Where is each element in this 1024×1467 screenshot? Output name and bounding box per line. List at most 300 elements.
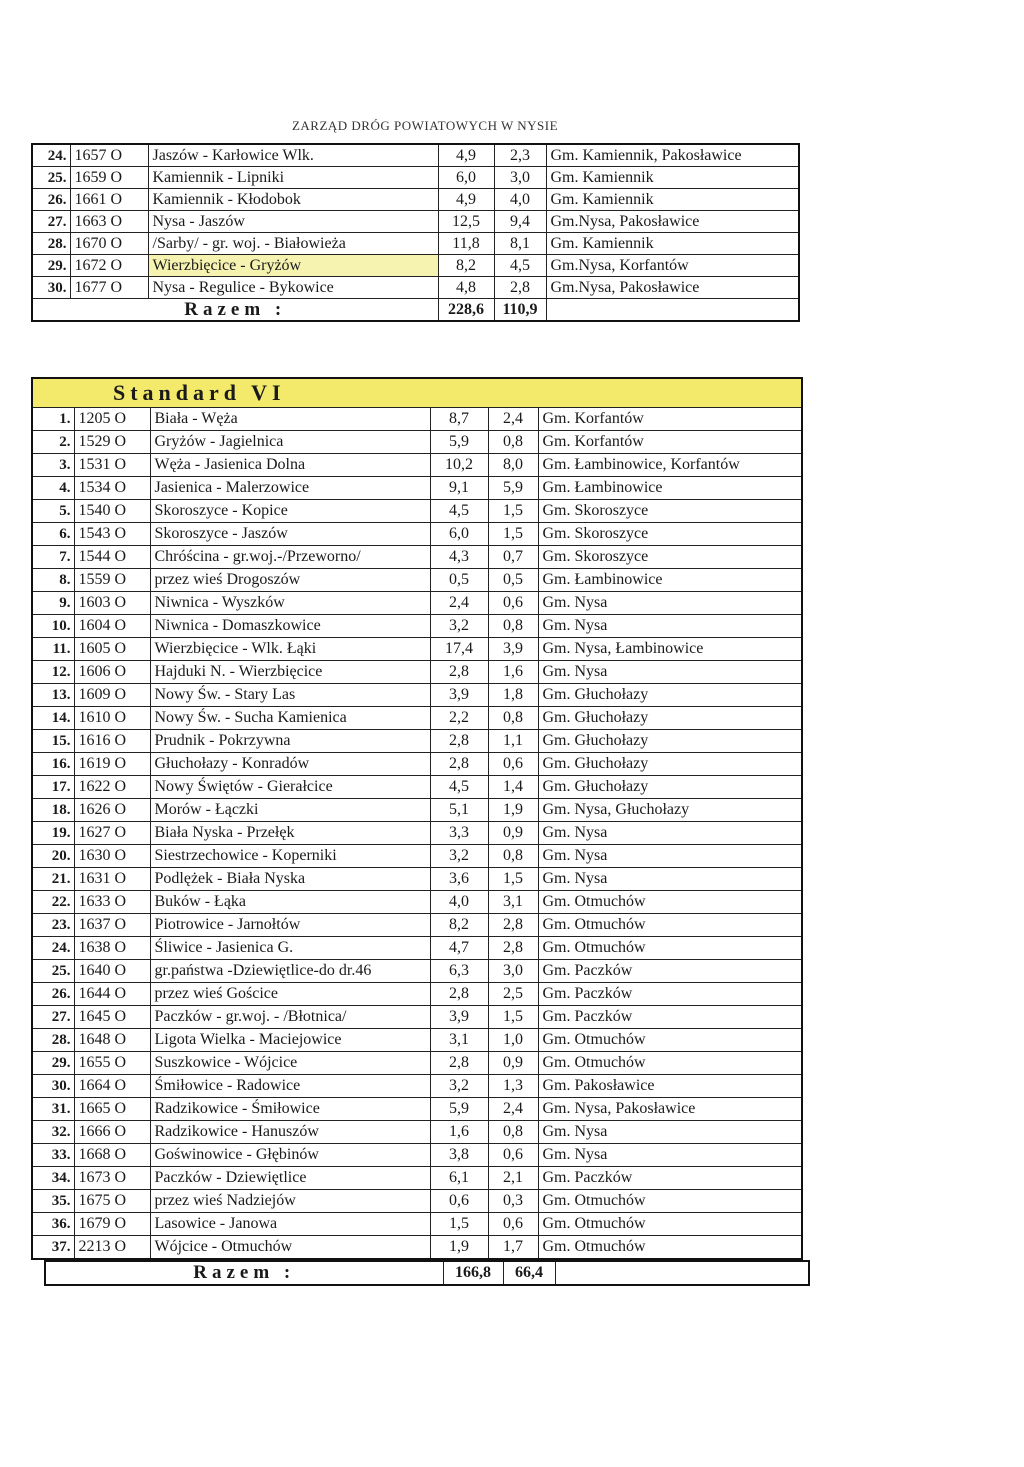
road-second-value: 4,5 (494, 255, 546, 277)
row-number: 28. (32, 1029, 74, 1052)
road-code: 1604 O (74, 615, 150, 638)
road-name: Radzikowice - Śmiłowice (150, 1098, 430, 1121)
road-name: Skoroszyce - Kopice (150, 500, 430, 523)
table-row (32, 1236, 802, 1260)
municipality: Gm. Głuchołazy (538, 753, 802, 776)
table-row (32, 1006, 802, 1029)
table-row (32, 523, 802, 546)
roads-table-standard-vi (31, 377, 803, 1260)
road-length: 3,6 (430, 868, 488, 891)
row-number: 37. (32, 1236, 74, 1260)
road-code: 1631 O (74, 868, 150, 891)
table-row (32, 1121, 802, 1144)
road-name: przez wieś Gościce (150, 983, 430, 1006)
road-name: Nowy Św. - Sucha Kamienica (150, 707, 430, 730)
road-length: 3,3 (430, 822, 488, 845)
road-second-value: 1,6 (488, 661, 538, 684)
municipality: Gm. Otmuchów (538, 1052, 802, 1075)
municipality: Gm.Nysa, Korfantów (546, 255, 799, 277)
row-number: 1. (32, 408, 74, 431)
road-code: 1616 O (74, 730, 150, 753)
table-row (32, 845, 802, 868)
standard-header-row (32, 378, 802, 408)
road-length: 0,6 (430, 1190, 488, 1213)
road-code: 1679 O (74, 1213, 150, 1236)
municipality: Gm. Nysa (538, 1121, 802, 1144)
row-number: 32. (32, 1121, 74, 1144)
road-code: 1666 O (74, 1121, 150, 1144)
table-row (32, 1213, 802, 1236)
road-name: gr.państwa -Dziewiętlice-do dr.46 (150, 960, 430, 983)
municipality: Gm. Paczków (538, 1167, 802, 1190)
row-number: 13. (32, 684, 74, 707)
table-row (32, 960, 802, 983)
road-second-value: 8,1 (494, 233, 546, 255)
road-code: 1659 O (70, 167, 148, 189)
road-second-value: 0,7 (488, 546, 538, 569)
road-code: 1668 O (74, 1144, 150, 1167)
total-second: 110,9 (494, 299, 546, 322)
roads-table-top (31, 143, 800, 322)
road-length: 12,5 (438, 211, 494, 233)
road-name: Biała Nyska - Przełęk (150, 822, 430, 845)
row-number: 28. (32, 233, 70, 255)
table-row (32, 1167, 802, 1190)
municipality: Gm. Łambinowice (538, 477, 802, 500)
row-number: 5. (32, 500, 74, 523)
road-second-value: 0,8 (488, 707, 538, 730)
road-code: 1609 O (74, 684, 150, 707)
municipality: Gm. Paczków (538, 960, 802, 983)
row-number: 21. (32, 868, 74, 891)
row-number: 34. (32, 1167, 74, 1190)
standard-title: Standard VI (32, 378, 802, 408)
road-second-value: 0,6 (488, 1213, 538, 1236)
road-name: Morów - Łączki (150, 799, 430, 822)
road-code: 1672 O (70, 255, 148, 277)
row-number: 35. (32, 1190, 74, 1213)
road-length: 4,0 (430, 891, 488, 914)
municipality: Gm. Kamiennik (546, 233, 799, 255)
row-number: 26. (32, 189, 70, 211)
municipality: Gm. Nysa (538, 1144, 802, 1167)
road-second-value: 1,0 (488, 1029, 538, 1052)
table-row (32, 799, 802, 822)
municipality: Gm. Głuchołazy (538, 707, 802, 730)
row-number: 31. (32, 1098, 74, 1121)
road-length: 11,8 (438, 233, 494, 255)
row-number: 14. (32, 707, 74, 730)
row-number: 4. (32, 477, 74, 500)
table-row (32, 707, 802, 730)
municipality: Gm. Korfantów (538, 431, 802, 454)
road-code: 1559 O (74, 569, 150, 592)
municipality: Gm. Otmuchów (538, 1236, 802, 1260)
road-name: Głuchołazy - Konradów (150, 753, 430, 776)
road-second-value: 0,8 (488, 615, 538, 638)
row-number: 29. (32, 1052, 74, 1075)
row-number: 24. (32, 937, 74, 960)
road-length: 4,5 (430, 500, 488, 523)
road-second-value: 1,3 (488, 1075, 538, 1098)
road-code: 1531 O (74, 454, 150, 477)
road-code: 2213 O (74, 1236, 150, 1260)
municipality: Gm. Pakosławice (538, 1075, 802, 1098)
table-row (32, 211, 799, 233)
road-second-value: 0,9 (488, 822, 538, 845)
road-name: Niwnica - Domaszkowice (150, 615, 430, 638)
road-length: 1,5 (430, 1213, 488, 1236)
road-length: 17,4 (430, 638, 488, 661)
road-code: 1677 O (70, 277, 148, 299)
road-second-value: 2,1 (488, 1167, 538, 1190)
row-number: 30. (32, 1075, 74, 1098)
table-row (32, 937, 802, 960)
road-name: /Sarby/ - gr. woj. - Białowieża (148, 233, 438, 255)
road-second-value: 3,9 (488, 638, 538, 661)
table-row (32, 233, 799, 255)
road-length: 3,9 (430, 1006, 488, 1029)
municipality: Gm. Nysa, Łambinowice (538, 638, 802, 661)
road-code: 1529 O (74, 431, 150, 454)
road-name: Radzikowice - Hanuszów (150, 1121, 430, 1144)
road-code: 1543 O (74, 523, 150, 546)
table-row (32, 1144, 802, 1167)
road-code: 1675 O (74, 1190, 150, 1213)
table-row (32, 983, 802, 1006)
table-row (32, 822, 802, 845)
road-code: 1605 O (74, 638, 150, 661)
row-number: 7. (32, 546, 74, 569)
road-length: 2,8 (430, 983, 488, 1006)
road-code: 1665 O (74, 1098, 150, 1121)
row-number: 12. (32, 661, 74, 684)
road-length: 9,1 (430, 477, 488, 500)
municipality: Gm. Łambinowice (538, 569, 802, 592)
road-code: 1644 O (74, 983, 150, 1006)
table-row (32, 891, 802, 914)
road-second-value: 2,4 (488, 408, 538, 431)
road-length: 4,5 (430, 776, 488, 799)
page-header: ZARZĄD DRÓG POWIATOWYCH W NYSIE (291, 118, 559, 133)
road-second-value: 0,9 (488, 1052, 538, 1075)
table-row (32, 1190, 802, 1213)
road-name: Gryżów - Jagielnica (150, 431, 430, 454)
road-second-value: 1,9 (488, 799, 538, 822)
road-second-value: 2,5 (488, 983, 538, 1006)
standard-vi-total (44, 1260, 810, 1286)
municipality: Gm. Korfantów (538, 408, 802, 431)
row-number: 30. (32, 277, 70, 299)
road-second-value: 2,8 (488, 914, 538, 937)
road-code: 1637 O (74, 914, 150, 937)
row-number: 3. (32, 454, 74, 477)
municipality: Gm. Otmuchów (538, 937, 802, 960)
row-number: 25. (32, 167, 70, 189)
road-name: przez wieś Drogoszów (150, 569, 430, 592)
road-second-value: 1,5 (488, 868, 538, 891)
road-name: przez wieś Nadziejów (150, 1190, 430, 1213)
municipality: Gm. Nysa (538, 868, 802, 891)
road-name: Kamiennik - Lipniki (148, 167, 438, 189)
table-row (32, 684, 802, 707)
road-second-value: 2,8 (488, 937, 538, 960)
table-row (32, 1029, 802, 1052)
road-length: 2,8 (430, 730, 488, 753)
municipality: Gm. Skoroszyce (538, 546, 802, 569)
table-row (32, 431, 802, 454)
municipality: Gm. Otmuchów (538, 1190, 802, 1213)
row-number: 29. (32, 255, 70, 277)
road-name: Nowy Świętów - Gierałcice (150, 776, 430, 799)
road-second-value: 2,4 (488, 1098, 538, 1121)
road-code: 1540 O (74, 500, 150, 523)
road-length: 10,2 (430, 454, 488, 477)
table-row (32, 189, 799, 211)
road-length: 3,8 (430, 1144, 488, 1167)
road-name: Siestrzechowice - Koperniki (150, 845, 430, 868)
road-code: 1205 O (74, 408, 150, 431)
road-code: 1657 O (70, 144, 148, 167)
road-length: 4,3 (430, 546, 488, 569)
road-code: 1673 O (74, 1167, 150, 1190)
road-second-value: 0,6 (488, 592, 538, 615)
road-length: 3,1 (430, 1029, 488, 1052)
municipality: Gm. Nysa (538, 615, 802, 638)
municipality: Gm.Nysa, Pakosławice (546, 277, 799, 299)
table-row (32, 776, 802, 799)
municipality: Gm. Łambinowice, Korfantów (538, 454, 802, 477)
row-number: 27. (32, 211, 70, 233)
road-code: 1633 O (74, 891, 150, 914)
road-length: 4,9 (438, 189, 494, 211)
road-length: 2,2 (430, 707, 488, 730)
total-label: Razem : (45, 1261, 443, 1285)
table-row (32, 546, 802, 569)
road-second-value: 0,5 (488, 569, 538, 592)
road-code: 1606 O (74, 661, 150, 684)
road-length: 4,9 (438, 144, 494, 167)
road-name: Biała - Węża (150, 408, 430, 431)
road-name: Suszkowice - Wójcice (150, 1052, 430, 1075)
table-row (32, 868, 802, 891)
road-second-value: 1,1 (488, 730, 538, 753)
road-length: 1,9 (430, 1236, 488, 1260)
municipality: Gm. Otmuchów (538, 1213, 802, 1236)
road-length: 5,9 (430, 431, 488, 454)
road-code: 1664 O (74, 1075, 150, 1098)
row-number: 20. (32, 845, 74, 868)
road-code: 1655 O (74, 1052, 150, 1075)
road-length: 2,8 (430, 1052, 488, 1075)
road-second-value: 3,0 (488, 960, 538, 983)
row-number: 36. (32, 1213, 74, 1236)
road-second-value: 0,3 (488, 1190, 538, 1213)
road-name: Wierzbięcice - Gryżów (148, 255, 438, 277)
table-row (32, 477, 802, 500)
municipality: Gm. Głuchołazy (538, 730, 802, 753)
table-row (32, 592, 802, 615)
municipality: Gm. Nysa (538, 592, 802, 615)
row-number: 22. (32, 891, 74, 914)
table-row (32, 638, 802, 661)
road-second-value: 0,8 (488, 431, 538, 454)
table-row (32, 255, 799, 277)
road-second-value: 3,0 (494, 167, 546, 189)
road-name: Podlężek - Biała Nyska (150, 868, 430, 891)
road-name: Węża - Jasienica Dolna (150, 454, 430, 477)
row-number: 27. (32, 1006, 74, 1029)
road-name: Chróścina - gr.woj.-/Przeworno/ (150, 546, 430, 569)
table-row (32, 914, 802, 937)
road-second-value: 9,4 (494, 211, 546, 233)
total-length: 228,6 (438, 299, 494, 322)
municipality: Gm. Otmuchów (538, 891, 802, 914)
road-name: Jasienica - Malerzowice (150, 477, 430, 500)
municipality: Gm. Paczków (538, 983, 802, 1006)
road-name: Niwnica - Wyszków (150, 592, 430, 615)
road-code: 1544 O (74, 546, 150, 569)
roads-table-top-body (32, 144, 799, 299)
road-code: 1627 O (74, 822, 150, 845)
municipality: Gm. Głuchołazy (538, 684, 802, 707)
road-code: 1661 O (70, 189, 148, 211)
municipality: Gm. Nysa, Głuchołazy (538, 799, 802, 822)
road-length: 6,0 (430, 523, 488, 546)
row-number: 26. (32, 983, 74, 1006)
road-second-value: 3,1 (488, 891, 538, 914)
road-second-value: 0,8 (488, 845, 538, 868)
total-empty (555, 1261, 809, 1285)
road-code: 1648 O (74, 1029, 150, 1052)
row-number: 11. (32, 638, 74, 661)
table-row (32, 1098, 802, 1121)
road-code: 1619 O (74, 753, 150, 776)
road-second-value: 1,5 (488, 523, 538, 546)
road-second-value: 1,5 (488, 1006, 538, 1029)
table-row (32, 167, 799, 189)
table-row (32, 1052, 802, 1075)
roads-table-standard-vi-body (32, 408, 802, 1260)
road-length: 8,7 (430, 408, 488, 431)
road-length: 6,3 (430, 960, 488, 983)
road-code: 1638 O (74, 937, 150, 960)
road-second-value: 8,0 (488, 454, 538, 477)
road-name: Piotrowice - Jarnołtów (150, 914, 430, 937)
municipality: Gm. Kamiennik (546, 167, 799, 189)
road-length: 2,8 (430, 661, 488, 684)
municipality: Gm. Nysa (538, 845, 802, 868)
total-empty (546, 299, 799, 322)
municipality: Gm. Otmuchów (538, 914, 802, 937)
road-length: 6,1 (430, 1167, 488, 1190)
road-code: 1645 O (74, 1006, 150, 1029)
road-code: 1603 O (74, 592, 150, 615)
road-name: Prudnik - Pokrzywna (150, 730, 430, 753)
road-length: 6,0 (438, 167, 494, 189)
table-row (32, 615, 802, 638)
row-number: 2. (32, 431, 74, 454)
road-second-value: 1,5 (488, 500, 538, 523)
municipality: Gm. Skoroszyce (538, 500, 802, 523)
road-code: 1630 O (74, 845, 150, 868)
table-row (32, 661, 802, 684)
row-number: 9. (32, 592, 74, 615)
road-length: 3,2 (430, 1075, 488, 1098)
row-number: 24. (32, 144, 70, 167)
road-second-value: 1,8 (488, 684, 538, 707)
road-name: Nysa - Regulice - Bykowice (148, 277, 438, 299)
total-length: 166,8 (443, 1261, 503, 1285)
road-name: Goświnowice - Głębinów (150, 1144, 430, 1167)
municipality: Gm. Otmuchów (538, 1029, 802, 1052)
road-code: 1534 O (74, 477, 150, 500)
road-length: 1,6 (430, 1121, 488, 1144)
table-row (32, 454, 802, 477)
road-code: 1663 O (70, 211, 148, 233)
road-second-value: 2,3 (494, 144, 546, 167)
road-length: 3,9 (430, 684, 488, 707)
table-row (32, 1075, 802, 1098)
road-name: Lasowice - Janowa (150, 1213, 430, 1236)
total-label: Razem : (32, 299, 438, 322)
municipality: Gm. Kamiennik, Pakosławice (546, 144, 799, 167)
road-name: Jaszów - Karłowice Wlk. (148, 144, 438, 167)
road-name: Buków - Łąka (150, 891, 430, 914)
road-length: 0,5 (430, 569, 488, 592)
road-name: Śliwice - Jasienica G. (150, 937, 430, 960)
municipality: Gm. Paczków (538, 1006, 802, 1029)
road-name: Nysa - Jaszów (148, 211, 438, 233)
total-second: 66,4 (503, 1261, 555, 1285)
municipality: Gm. Kamiennik (546, 189, 799, 211)
road-length: 2,4 (430, 592, 488, 615)
road-code: 1626 O (74, 799, 150, 822)
road-code: 1622 O (74, 776, 150, 799)
road-second-value: 1,7 (488, 1236, 538, 1260)
municipality: Gm. Nysa, Pakosławice (538, 1098, 802, 1121)
road-name: Wierzbięcice - Wlk. Łąki (150, 638, 430, 661)
row-number: 6. (32, 523, 74, 546)
road-length: 5,1 (430, 799, 488, 822)
municipality: Gm. Nysa (538, 822, 802, 845)
municipality: Gm. Głuchołazy (538, 776, 802, 799)
road-name: Nowy Św. - Stary Las (150, 684, 430, 707)
road-name: Hajduki N. - Wierzbięcice (150, 661, 430, 684)
row-number: 10. (32, 615, 74, 638)
road-length: 8,2 (430, 914, 488, 937)
municipality: Gm. Skoroszyce (538, 523, 802, 546)
table-row (32, 753, 802, 776)
road-name: Paczków - Dziewiętlice (150, 1167, 430, 1190)
road-name: Paczków - gr.woj. - /Błotnica/ (150, 1006, 430, 1029)
row-number: 8. (32, 569, 74, 592)
road-name: Ligota Wielka - Maciejowice (150, 1029, 430, 1052)
row-number: 19. (32, 822, 74, 845)
road-length: 2,8 (430, 753, 488, 776)
row-number: 18. (32, 799, 74, 822)
road-second-value: 5,9 (488, 477, 538, 500)
row-number: 25. (32, 960, 74, 983)
road-length: 3,2 (430, 615, 488, 638)
table-row (32, 277, 799, 299)
road-length: 3,2 (430, 845, 488, 868)
row-number: 17. (32, 776, 74, 799)
road-code: 1610 O (74, 707, 150, 730)
row-number: 33. (32, 1144, 74, 1167)
table-row (32, 500, 802, 523)
road-length: 4,8 (438, 277, 494, 299)
